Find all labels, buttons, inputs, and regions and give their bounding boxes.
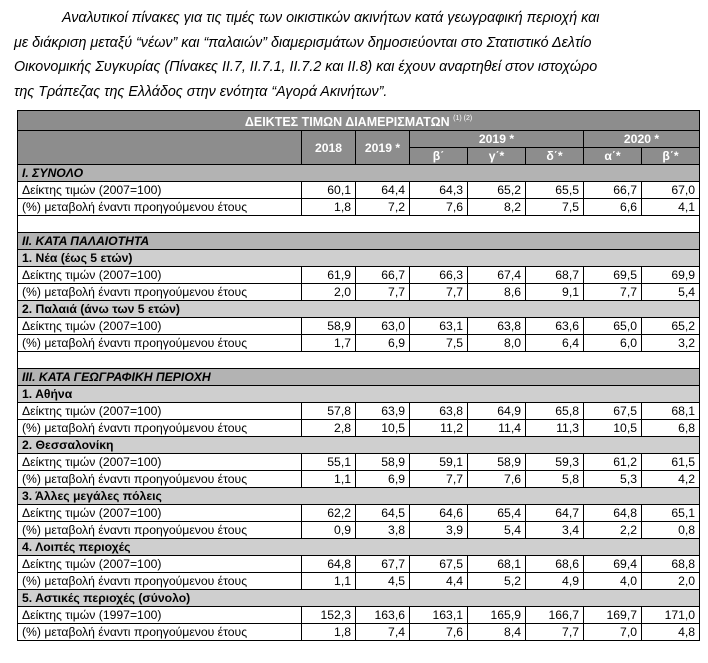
table-row [18, 454, 700, 471]
table-title-text: ΔΕΙΚΤΕΣ ΤΙΜΩΝ ΔΙΑΜΕΡΙΣΜΑΤΩΝ [244, 115, 450, 129]
cell: 3,8 [356, 522, 410, 539]
intro-line-1: Αναλυτικοί πίνακες για τις τιμές των οικιστικών ακινήτων κατά γεωγραφική περιοχή και [62, 10, 600, 26]
cell: 165,9 [468, 607, 526, 624]
header-2020-quarters: 2020 * [584, 131, 700, 148]
cell: 67,7 [356, 556, 410, 573]
cell: 3,9 [410, 522, 468, 539]
table-row [18, 318, 700, 335]
cell: 1,1 [302, 573, 356, 590]
cell: 11,3 [526, 420, 584, 437]
cell: 7,7 [410, 284, 468, 301]
cell: 1,1 [302, 471, 356, 488]
table-row [18, 607, 700, 624]
table-row [18, 335, 700, 352]
cell: 2,0 [302, 284, 356, 301]
cell: 152,3 [302, 607, 356, 624]
intro-line-3: Οικονομικής Συγκυρίας (Πίνακες ΙΙ.7, ΙΙ.7.1, ΙΙ.7.2 και ΙΙ.8) και έχουν αναρτηθεί στον ιστοχώρο [14, 59, 598, 75]
cell: 68,1 [642, 403, 700, 420]
cell: 2,8 [302, 420, 356, 437]
cell: 61,2 [584, 454, 642, 471]
subsection-title: 1. Νέα (έως 5 ετών) [18, 250, 700, 267]
row-label: (%) μεταβολή έναντι προηγούμενου έτους [18, 573, 302, 590]
cell: 64,9 [468, 403, 526, 420]
cell: 64,8 [302, 556, 356, 573]
cell: 68,6 [526, 556, 584, 573]
cell: 57,8 [302, 403, 356, 420]
table-row [18, 182, 700, 199]
cell: 67,5 [584, 403, 642, 420]
cell: 4,4 [410, 573, 468, 590]
cell: 69,4 [584, 556, 642, 573]
cell: 5,4 [468, 522, 526, 539]
intro-paragraph [14, 6, 698, 104]
cell: 4,0 [584, 573, 642, 590]
header-q: γ΄* [468, 148, 526, 165]
cell: 6,6 [584, 199, 642, 216]
price-index-table [17, 110, 700, 641]
row-label: (%) μεταβολή έναντι προηγούμενου έτους [18, 420, 302, 437]
spacer-row [18, 216, 700, 233]
cell: 4,9 [526, 573, 584, 590]
row-label: (%) μεταβολή έναντι προηγούμενου έτους [18, 335, 302, 352]
row-label: Δείκτης τιμών (1997=100) [18, 607, 302, 624]
table-row [18, 199, 700, 216]
subsection-title: 3. Άλλες μεγάλες πόλεις [18, 488, 700, 505]
cell: 69,9 [642, 267, 700, 284]
cell: 11,4 [468, 420, 526, 437]
cell: 63,8 [468, 318, 526, 335]
table-row [18, 624, 700, 641]
subsection-title: 2. Παλαιά (άνω των 5 ετών) [18, 301, 700, 318]
table-row [18, 556, 700, 573]
cell: 6,8 [642, 420, 700, 437]
table-row [18, 284, 700, 301]
cell: 7,5 [410, 335, 468, 352]
cell: 64,5 [356, 505, 410, 522]
header-blank [18, 131, 302, 165]
row-label: (%) μεταβολή έναντι προηγούμενου έτους [18, 284, 302, 301]
cell: 8,6 [468, 284, 526, 301]
cell: 60,1 [302, 182, 356, 199]
row-label: Δείκτης τιμών (2007=100) [18, 182, 302, 199]
cell: 58,9 [356, 454, 410, 471]
table-row [18, 471, 700, 488]
cell: 68,8 [642, 556, 700, 573]
header-q: α΄* [584, 148, 642, 165]
cell: 3,4 [526, 522, 584, 539]
cell: 6,9 [356, 471, 410, 488]
row-label: Δείκτης τιμών (2007=100) [18, 403, 302, 420]
cell: 68,7 [526, 267, 584, 284]
header-2019-annual: 2019 * [356, 131, 410, 165]
cell: 10,5 [584, 420, 642, 437]
header-q: δ΄* [526, 148, 584, 165]
cell: 58,9 [302, 318, 356, 335]
cell: 163,1 [410, 607, 468, 624]
row-label: Δείκτης τιμών (2007=100) [18, 267, 302, 284]
cell: 0,9 [302, 522, 356, 539]
table-row [18, 403, 700, 420]
row-label: Δείκτης τιμών (2007=100) [18, 505, 302, 522]
cell: 65,2 [468, 182, 526, 199]
header-2018: 2018 [302, 131, 356, 165]
cell: 0,8 [642, 522, 700, 539]
row-label: (%) μεταβολή έναντι προηγούμενου έτους [18, 471, 302, 488]
cell: 5,4 [642, 284, 700, 301]
cell: 63,8 [410, 403, 468, 420]
cell: 7,6 [410, 199, 468, 216]
cell: 68,1 [468, 556, 526, 573]
cell: 59,1 [410, 454, 468, 471]
cell: 1,7 [302, 335, 356, 352]
cell: 7,6 [468, 471, 526, 488]
cell: 67,5 [410, 556, 468, 573]
cell: 67,0 [642, 182, 700, 199]
cell: 69,5 [584, 267, 642, 284]
section-title: ΙΙΙ. ΚΑΤΑ ΓΕΩΓΡΑΦΙΚΗ ΠΕΡΙΟΧΗ [18, 369, 700, 386]
subsection-title: 2. Θεσσαλονίκη [18, 437, 700, 454]
cell: 65,5 [526, 182, 584, 199]
header-q: β΄* [642, 148, 700, 165]
cell: 63,9 [356, 403, 410, 420]
cell: 61,9 [302, 267, 356, 284]
table-row [18, 573, 700, 590]
cell: 67,4 [468, 267, 526, 284]
cell: 163,6 [356, 607, 410, 624]
cell: 7,0 [584, 624, 642, 641]
cell: 6,9 [356, 335, 410, 352]
cell: 169,7 [584, 607, 642, 624]
subsection-title: 4. Λοιπές περιοχές [18, 539, 700, 556]
cell: 64,4 [356, 182, 410, 199]
cell: 7,7 [356, 284, 410, 301]
cell: 64,8 [584, 505, 642, 522]
cell: 4,8 [642, 624, 700, 641]
cell: 2,2 [584, 522, 642, 539]
cell: 171,0 [642, 607, 700, 624]
cell: 59,3 [526, 454, 584, 471]
cell: 65,2 [642, 318, 700, 335]
cell: 65,1 [642, 505, 700, 522]
cell: 166,7 [526, 607, 584, 624]
cell: 8,4 [468, 624, 526, 641]
cell: 4,1 [642, 199, 700, 216]
cell: 8,0 [468, 335, 526, 352]
cell: 11,2 [410, 420, 468, 437]
cell: 1,8 [302, 199, 356, 216]
table-row [18, 505, 700, 522]
cell: 64,3 [410, 182, 468, 199]
cell: 64,7 [526, 505, 584, 522]
cell: 63,0 [356, 318, 410, 335]
cell: 65,0 [584, 318, 642, 335]
intro-line-4: της Τράπεζας της Ελλάδος στην ενότητα “Αγορά Ακινήτων”. [14, 83, 388, 100]
spacer-row [18, 352, 700, 369]
cell: 55,1 [302, 454, 356, 471]
cell: 4,5 [356, 573, 410, 590]
section-title: Ι. ΣΥΝΟΛΟ [18, 165, 700, 182]
subsection-title: 5. Αστικές περιοχές (σύνολο) [18, 590, 700, 607]
cell: 65,4 [468, 505, 526, 522]
cell: 10,5 [356, 420, 410, 437]
row-label: Δείκτης τιμών (2007=100) [18, 556, 302, 573]
table-title-footnote: (1) (2) [453, 115, 473, 122]
cell: 5,3 [584, 471, 642, 488]
cell: 63,1 [410, 318, 468, 335]
cell: 58,9 [468, 454, 526, 471]
table-row [18, 522, 700, 539]
cell: 7,7 [410, 471, 468, 488]
cell: 7,7 [526, 624, 584, 641]
row-label: Δείκτης τιμών (2007=100) [18, 454, 302, 471]
cell: 7,6 [410, 624, 468, 641]
cell: 66,3 [410, 267, 468, 284]
cell: 65,8 [526, 403, 584, 420]
cell: 5,8 [526, 471, 584, 488]
cell: 1,8 [302, 624, 356, 641]
cell: 7,7 [584, 284, 642, 301]
cell: 7,5 [526, 199, 584, 216]
cell: 62,2 [302, 505, 356, 522]
cell: 5,2 [468, 573, 526, 590]
cell: 7,2 [356, 199, 410, 216]
cell: 2,0 [642, 573, 700, 590]
table-row [18, 267, 700, 284]
section-title: ΙΙ. ΚΑΤΑ ΠΑΛΑΙΟΤΗΤΑ [18, 233, 700, 250]
cell: 66,7 [356, 267, 410, 284]
cell: 7,4 [356, 624, 410, 641]
row-label: (%) μεταβολή έναντι προηγούμενου έτους [18, 199, 302, 216]
header-q: β΄ [410, 148, 468, 165]
cell: 6,4 [526, 335, 584, 352]
intro-line-2: με διάκριση μεταξύ “νέων” και “παλαιών” διαμερισμάτων δημοσιεύονται στο Στατιστικό Δελτίο [14, 34, 592, 51]
cell: 6,0 [584, 335, 642, 352]
cell: 63,6 [526, 318, 584, 335]
table-row [18, 420, 700, 437]
cell: 61,5 [642, 454, 700, 471]
subsection-title: 1. Αθήνα [18, 386, 700, 403]
header-2019-quarters: 2019 * [410, 131, 584, 148]
cell: 4,2 [642, 471, 700, 488]
row-label: Δείκτης τιμών (2007=100) [18, 318, 302, 335]
row-label: (%) μεταβολή έναντι προηγούμενου έτους [18, 624, 302, 641]
table-title [18, 111, 700, 131]
cell: 66,7 [584, 182, 642, 199]
row-label: (%) μεταβολή έναντι προηγούμενου έτους [18, 522, 302, 539]
cell: 8,2 [468, 199, 526, 216]
cell: 9,1 [526, 284, 584, 301]
cell: 3,2 [642, 335, 700, 352]
cell: 64,6 [410, 505, 468, 522]
